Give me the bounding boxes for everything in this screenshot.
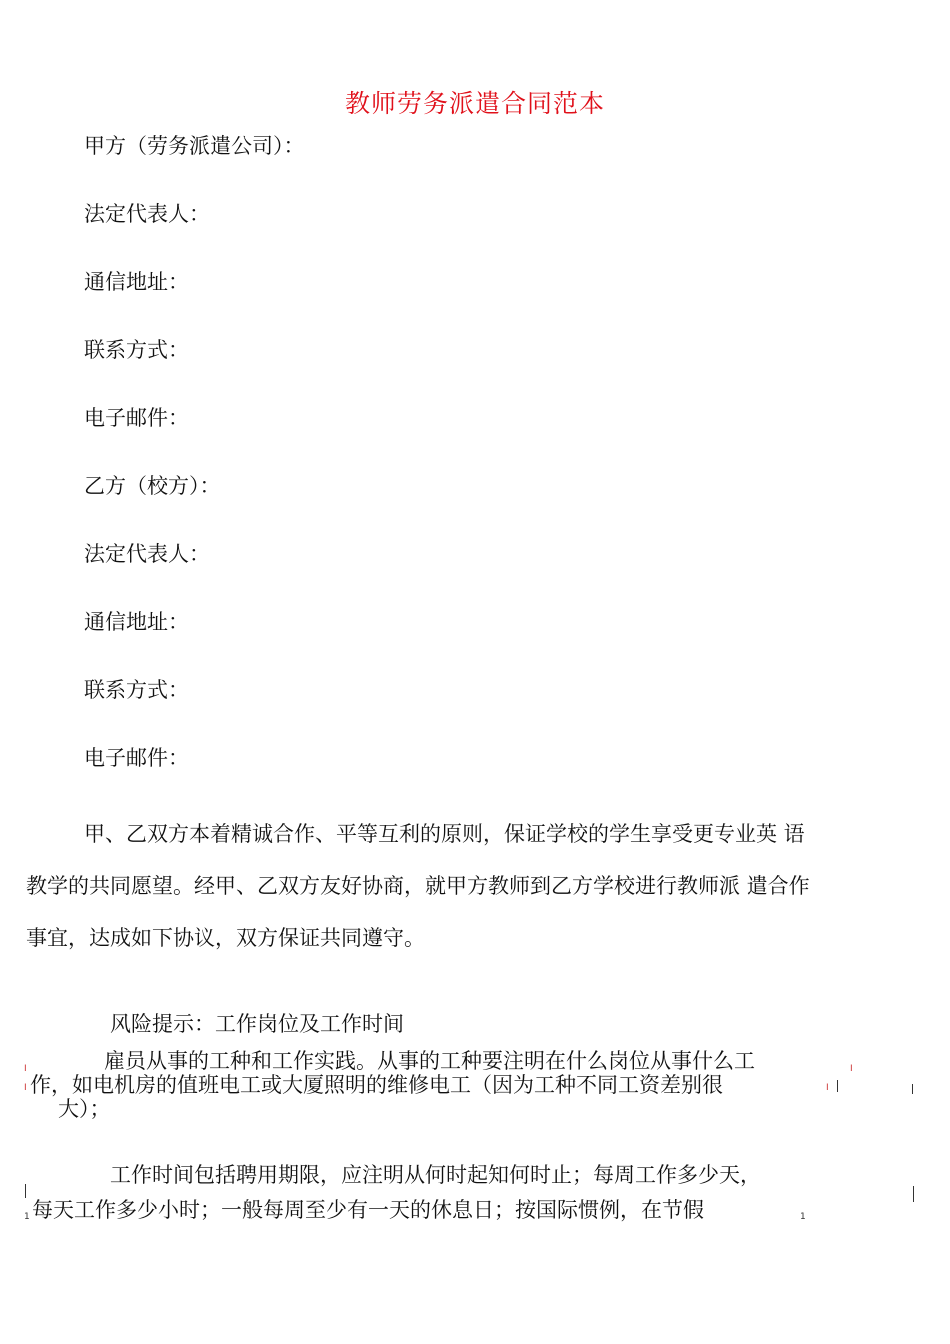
party-a-email: 电子邮件： <box>84 406 189 430</box>
risk-p2-line1: 工作时间包括聘用期限，应注明从何时起知何时止；每周工作多少天， <box>110 1163 761 1187</box>
party-b-heading: 乙方（校方）： <box>84 474 221 498</box>
margin-bar <box>25 1184 26 1198</box>
intro-paragraph <box>26 808 926 964</box>
margin-bar <box>912 1084 913 1094</box>
party-b-contact: 联系方式： <box>84 678 189 702</box>
margin-mark: I <box>826 1083 829 1093</box>
margin-mark: I <box>850 1064 853 1074</box>
margin-mark: 1 <box>800 1212 806 1222</box>
risk-title: 风险提示：工作岗位及工作时间 <box>110 1012 404 1036</box>
party-a-contact: 联系方式： <box>84 338 189 362</box>
intro-line: 教学的共同愿望。经甲、乙双方友好协商，就甲方教师到乙方学校进行教师派 遣合作 <box>26 874 810 898</box>
party-b-address: 通信地址： <box>84 610 189 634</box>
margin-mark: I <box>24 1064 27 1074</box>
margin-bar <box>913 1186 914 1202</box>
intro-line: 事宜，达成如下协议，双方保证共同遵守。 <box>26 926 425 950</box>
party-a-address: 通信地址： <box>84 270 189 294</box>
risk-p1-line2: 作，如电机房的值班电工或大厦照明的维修电工（因为工种不同工资差别很 <box>30 1073 723 1097</box>
risk-p1-line3: 大）； <box>58 1097 111 1121</box>
document-title: 教师劳务派遣合同范本 <box>344 89 605 118</box>
margin-mark: 1 <box>24 1212 30 1222</box>
party-a-heading: 甲方（劳务派遣公司）： <box>84 134 305 158</box>
margin-mark: I <box>24 1083 27 1093</box>
party-b-email: 电子邮件： <box>84 746 189 770</box>
party-a-rep: 法定代表人： <box>84 202 210 226</box>
margin-bar <box>837 1080 838 1092</box>
party-b-rep: 法定代表人： <box>84 542 210 566</box>
risk-p2-line2: 每天工作多少小时；一般每周至少有一天的休息日；按国际惯例，在节假 <box>32 1198 704 1222</box>
intro-line: 甲、乙双方本着精诚合作、平等互利的原则，保证学校的学生享受更专业英 语 <box>84 822 805 846</box>
risk-p1-line1: 雇员从事的工种和工作实践。从事的工种要注明在什么岗位从事什么工 <box>104 1049 755 1073</box>
